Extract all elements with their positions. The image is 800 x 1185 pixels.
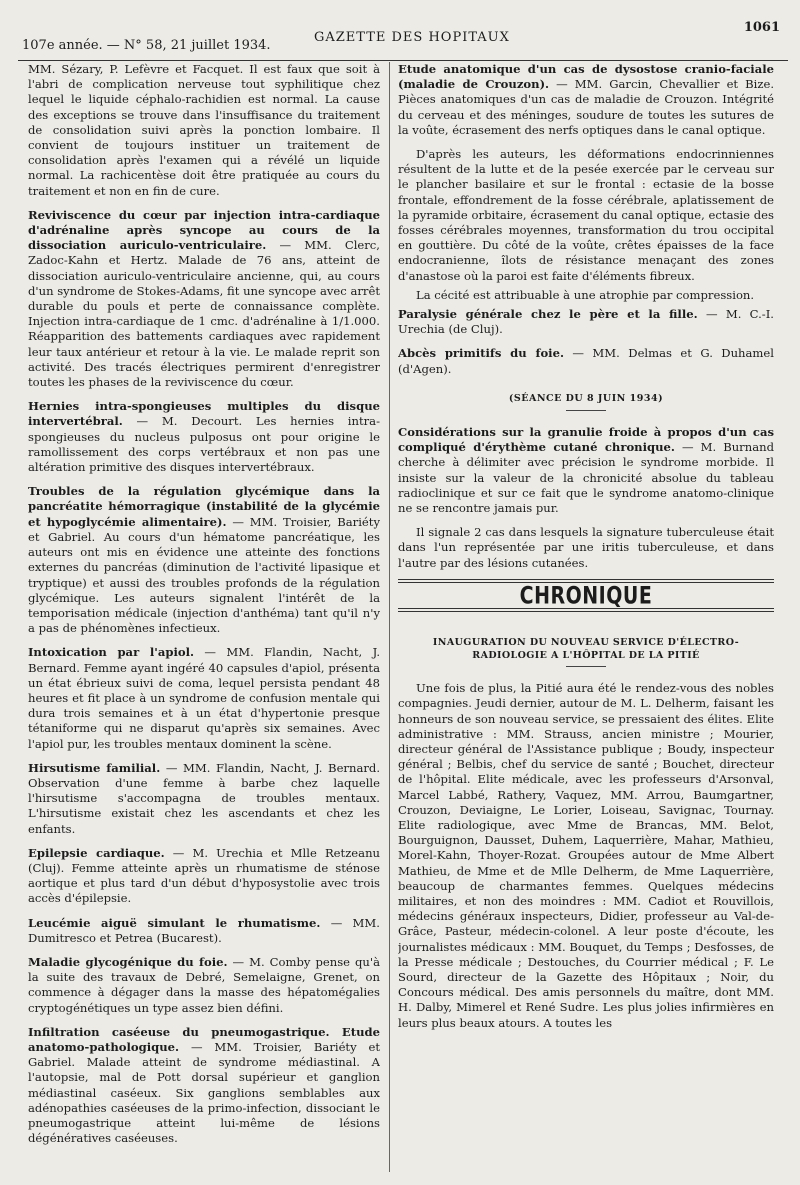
article-item: Considérations sur la granulie froide à propos d'un cas compliqué d'érythème cutané chronique. — M. Burnand cherche à délimiter avec précision le syndrome morbide. Il insiste sur la valeur de la chronicité absolue du tableau radioclinique et sur ce fait que le syndrome anatomo-clinique ne se rencontre jamais pur. bbox=[398, 425, 774, 516]
page-number: 1061 bbox=[743, 20, 780, 35]
article-item: Hirsutisme familial. — MM. Flandin, Nacht, J. Bernard. Observation d'une femme à barbe chez laquelle l'hirsutisme s'accompagna de troubles mentaux. L'hirsutisme existait chez les ascendants et chez les enfants. bbox=[28, 760, 380, 836]
article-item: Etude anatomique d'un cas de dysostose cranio-faciale (maladie de Crouzon). — MM. Garcin, Chevallier et Bize. Pièces anatomiques d'un cas de maladie de Crouzon. Intégrité du cerveau et des méninges, soudure de toutes les sutures de la voûte, écrasement des nerfs optiques dans le canal optique. bbox=[398, 62, 774, 137]
article-item: Intoxication par l'apiol. — MM. Flandin, Nacht, J. Bernard. Femme ayant ingéré 40 capsules d'apiol, présenta un état ébrieux suivi de coma, lequel persista pendant 48 heures et fit place à un syndrome de confusion mentale qui dura trois semaines et à un état d'hypertonie presque tétaniforme qui ne disparut qu'après six semaines. Avec l'apiol pur, les troubles mentaux dominent la scène. bbox=[28, 645, 380, 751]
article-item: Reviviscence du cœur par injection intra-cardiaque d'adrénaline après syncope au cours de la dissociation auriculo-ventriculaire. — MM. Clerc, Zadoc-Kahn et Hertz. Malade de 76 ans, atteint de dissociation auriculo-ventriculaire ancienne, qui, au cours d'un syndrome de Stokes-Adams, fit une syncope avec arrêt durable du pouls et perte de connaissance complète. Injection intra-cardiaque de 1 cmc. d'adrénaline à 1/1.000. Réapparition des battements cardiaques avec rapidement leur taux antérieur et retour à la vie. Le malade reprit son activité. Des tracés électriques permirent d'enregistrer toutes les phases de la reviviscence du cœur. bbox=[28, 207, 380, 390]
chronique-paragraph: Une fois de plus, la Pitié aura été le rendez-vous des nobles compagnies. Jeudi dernier, autour de M. L. Delherm, faisant les honneurs de son nouveau service, se pressaient des élites. Elite administrative : MM. Strauss, ancien ministre ; Mourier, directeur général de l'Assistance publique ; Boudy, inspecteur général ; Belbis, chef du service de santé ; Bouchet, directeur de l'hôpital. Elite médicale, avec les professeurs d'Arsonval, Marcel Labbé, Rathery, Vaquez, MM. Arrou, Baumgartner, Crouzon, Deviaigne, Le Lorier, Loiseau, Savignac, Tournay. Elite radiologique, avec Mme de Brancas, MM. Belot, Bourguignon, Dausset, Duhem, Laquerrière, Mahar, Mathieu, Morel-Kahn, Thoyer-Rozat. Groupées autour de Mme Albert Mathieu, de Mme et de Mlle Delherm, de Mme Laquerrière, beaucoup de charmantes femmes. Quelques médecins militaires, et non des moindres : MM. Cadiot et Rouvillois, médecins généraux inspecteurs, Didier, professeur au Val-de-Grâce, Pasteur, médecin-colonel. A leur poste d'écoute, les journalistes médicaux : MM. Bouquet, du Temps ; Desfosses, de la Presse médicale ; Destouches, du Courrier médical ; F. Le Sourd, directeur de la Gazette des Hôpitaux ; Noir, du Concours médical. Des amis personnels du maître, dont MM. H. Dalby, Mimerel et René Sudre. Les plus jolies infirmières en leurs plus beaux atours. A toutes les bbox=[398, 681, 774, 1030]
article-item: Paralysie générale chez le père et la fille. — M. C.-I. Urechia (de Cluj). bbox=[398, 307, 774, 337]
article-item: Leucémie aiguë simulant le rhumatisme. — MM. Dumitresco et Petrea (Bucarest). bbox=[28, 915, 380, 945]
chronique-subheading: INAUGURATION DU NOUVEAU SERVICE D'ÉLECTRO-RADIOLOGIE A L'HÔPITAL DE LA PITIÉ bbox=[432, 637, 740, 662]
article-item: Epilepsie cardiaque. — M. Urechia et Mlle Retzeanu (Cluj). Femme atteinte après un rhumatisme de sténose aortique et plus tard d'un début d'hyposystolie avec trois accès d'épilepsie. bbox=[28, 845, 380, 906]
article-paragraph: D'après les auteurs, les déformations endocrinniennes résultent de la lutte et de la pesée exercée par le cerveau sur le plancher basilaire et sur le frontal : ectasie de la bosse frontale, effondrement de la fosse cérébrale, aplatissement de la pyramide orbitaire, écrasement du canal optique, ectasie des fosses cérébrales moyennes, transformation du trou occipital en gouttière. Du côté de la voûte, crêtes épaisses de la face endocranienne, îlots de résistance menaçant des zones d'anastose où la paroi est faite d'éléments fibreux. bbox=[398, 147, 774, 283]
page-header bbox=[18, 20, 788, 61]
article-item: Hernies intra-spongieuses multiples du disque intervertébral. — M. Decourt. Les hernies intra-spongieuses du nucleus pulposus ont pour origine le ramollissement des corps vertébraux et non pas une altération primitive des disques intervertébraux. bbox=[28, 399, 380, 475]
article-item: Maladie glycogénique du foie. — M. Comby pense qu'à la suite des travaux de Debré, Semelaigne, Grenet, on commence à dégager dans la masse des hépatomégalies cryptogénétiques un type assez bien défini. bbox=[28, 954, 380, 1015]
left-column bbox=[28, 62, 380, 1172]
short-rule bbox=[566, 666, 606, 667]
chronique-banner bbox=[398, 579, 774, 612]
session-heading: (SÉANCE DU 8 JUIN 1934) bbox=[508, 392, 664, 404]
chronique-title: CHRONIQUE bbox=[519, 581, 653, 610]
article-paragraph: Il signale 2 cas dans lesquels la signature tuberculeuse était dans l'un représentée par une iritis tuberculeuse, et dans l'autre par des lésions cutanées. bbox=[398, 525, 774, 570]
article-item: MM. Sézary, P. Lefèvre et Facquet. Il est faux que soit à l'abri de complication nerveuse tout syphilitique chez lequel le liquide céphalo-rachidien est normal. La cause des exceptions se trouve dans l'insuffisance du traitement de consolidation suivi après la ponction lombaire. Il convient de toujours instituer un traitement de consolidation après l'examen qui a révélé un liquide normal. La rachicentèse doit être pratiquée au cours du traitement et non en fin de cure. bbox=[28, 62, 380, 198]
column-divider bbox=[389, 62, 390, 1172]
article-paragraph: La cécité est attribuable à une atrophie par compression. bbox=[416, 287, 755, 302]
right-column bbox=[398, 62, 774, 1172]
article-item: Infiltration caséeuse du pneumogastrique. Etude anatomo-pathologique. — MM. Troisier, Bariéty et Gabriel. Malade atteint de syndrome médiastinal. A l'autopsie, mal de Pott dorsal supérieur et ganglion médiastinal caséeux. Six ganglions semblables aux adénopathies caséeuses de la primo-infection, dissociant le pneumogastrique atteint lui-même de lésions dégénératives caséeuses. bbox=[28, 1024, 380, 1146]
short-rule bbox=[566, 410, 606, 411]
article-item: Abcès primitifs du foie. — MM. Delmas et G. Duhamel (d'Agen). bbox=[398, 346, 774, 376]
journal-title: GAZETTE DES HOPITAUX bbox=[314, 30, 510, 45]
article-item: Troubles de la régulation glycémique dans la pancréatite hémorragique (instabilité de la glycémie et hypoglycémie alimentaire). — MM. Troisier, Bariéty et Gabriel. Au cours d'un hématome pancréatique, les auteurs ont mis en évidence une atteinte des fonctions externes du pancréas (diminution de l'activité lipasique et tryptique) et aussi des troubles profonds de la régulation glycémique. Les auteurs signalent l'intérêt de la temporisation médicale (injection d'anthéma) tant qu'il n'y a pas de phénomènes infectieux. bbox=[28, 484, 380, 636]
issue-line: 107e année. — N° 58, 21 juillet 1934. bbox=[22, 38, 271, 53]
